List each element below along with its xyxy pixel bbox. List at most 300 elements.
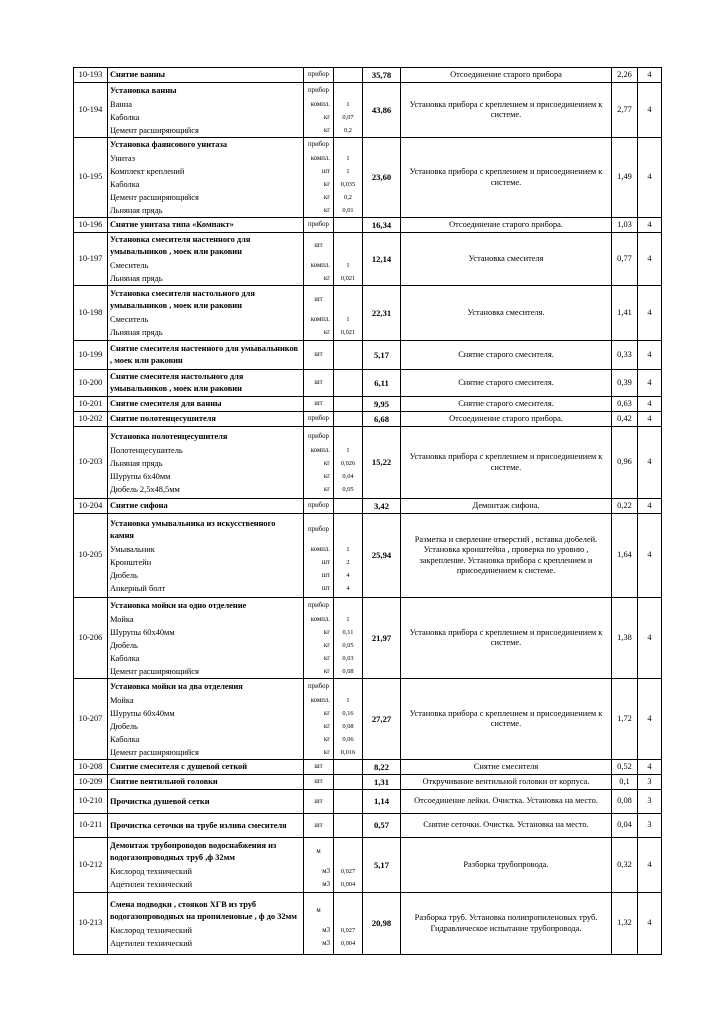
category: 4 [638, 233, 662, 286]
unit-cell [304, 68, 334, 83]
rate-code: 10-210 [74, 790, 108, 814]
unit: кг [323, 654, 330, 662]
unit: прибор [308, 141, 329, 148]
price: 12,14 [363, 233, 401, 286]
work-content: Откручивание вентильной головки от корпуса. [401, 775, 612, 790]
rate-code: 10-206 [74, 598, 108, 679]
coefficient: 1,32 [612, 893, 638, 955]
material-name: Дюбель [110, 640, 138, 650]
table-row [74, 514, 662, 598]
work-title: Снятие вентильной головки [110, 777, 218, 786]
coefficient: 0,32 [612, 838, 638, 893]
coefficient: 0,42 [612, 412, 638, 427]
unit-cell [304, 893, 334, 955]
price: 20,98 [363, 893, 401, 955]
work-title: Установка смесителя настольного для умывальников , моек или раковин [110, 289, 255, 310]
unit: шт [314, 351, 323, 358]
table-row [74, 760, 662, 775]
material-name: Цемент расширяющийся [110, 125, 199, 135]
category: 4 [638, 679, 662, 760]
category: 4 [638, 412, 662, 427]
unit: компл. [310, 262, 330, 269]
work-description-cell [108, 499, 304, 514]
category: 4 [638, 218, 662, 233]
coefficient: 1,41 [612, 286, 638, 341]
price: 5,17 [363, 838, 401, 893]
quantity [334, 517, 362, 543]
table-row [74, 679, 662, 760]
coefficient: 0,08 [612, 790, 638, 814]
coefficient: 1,38 [612, 598, 638, 679]
price: 0,57 [363, 814, 401, 838]
material-name: Кислород технический [110, 867, 192, 876]
coefficient: 2,26 [612, 68, 638, 83]
unit: кг [323, 207, 330, 214]
price: 43,86 [363, 83, 401, 138]
work-description-cell [108, 341, 304, 370]
table-row [74, 814, 662, 838]
material-name: Льняная прядь [110, 328, 163, 337]
unit: компл. [310, 615, 330, 623]
unit: компл. [310, 446, 330, 454]
rate-code: 10-204 [74, 499, 108, 514]
unit: м3 [322, 868, 330, 875]
unit: кг [323, 329, 330, 336]
unit-cell [304, 499, 334, 514]
category: 4 [638, 286, 662, 341]
quantity: 1 [346, 168, 350, 175]
work-content: Снятие сеточки. Очистка. Установка на место. [401, 814, 612, 838]
coefficient: 0,96 [612, 427, 638, 499]
quantity: 1 [346, 155, 350, 162]
unit: кг [323, 275, 330, 282]
unit: м3 [322, 939, 330, 947]
material-name: Цемент расширяющийся [110, 193, 199, 202]
quantity: 0,004 [340, 939, 356, 947]
category: 4 [638, 83, 662, 138]
quantity [334, 138, 362, 152]
unit: шт [321, 571, 330, 579]
rate-code: 10-207 [74, 679, 108, 760]
rate-code: 10-208 [74, 760, 108, 775]
material-name: Дюбель [110, 721, 138, 731]
work-content: Установка прибора с креплением и присоединением к системе. [401, 679, 612, 760]
unit: шт [314, 296, 323, 303]
work-content: Установка смесителя. [401, 286, 612, 341]
material-name: Льняная прядь [110, 458, 163, 468]
material-name: Кислород технический [110, 925, 192, 935]
quantity: 0,05 [342, 485, 354, 493]
work-description-cell [108, 893, 304, 955]
material-name: Льняная прядь [110, 274, 163, 283]
quantity [334, 760, 362, 774]
unit: прибор [308, 71, 329, 78]
unit: шт [314, 400, 323, 407]
table-row [74, 838, 662, 893]
coefficient: 0,77 [612, 233, 638, 286]
rate-code: 10-194 [74, 83, 108, 138]
unit: прибор [308, 432, 329, 440]
unit-cell [304, 341, 334, 370]
quantity: 0,021 [340, 275, 356, 282]
rate-code: 10-195 [74, 138, 108, 218]
unit: кг [323, 126, 330, 134]
quantity [334, 84, 362, 98]
rate-code: 10-212 [74, 838, 108, 893]
unit-cell [304, 412, 334, 427]
quantity-cell [334, 370, 363, 397]
material-name: Каболка [110, 112, 140, 122]
material-name: Льняная прядь [110, 206, 163, 215]
coefficient: 0,33 [612, 341, 638, 370]
unit: м [316, 848, 321, 855]
unit: кг [323, 709, 330, 717]
unit-cell [304, 138, 334, 218]
table-row [74, 286, 662, 341]
material-name: Цемент расширяющийся [110, 747, 199, 757]
work-description-cell [108, 370, 304, 397]
work-description-cell [108, 412, 304, 427]
work-content: Отсоединение лейки. Очистка. Установка на место. [401, 790, 612, 814]
unit: кг [323, 181, 330, 188]
quantity: 0,06 [342, 735, 354, 743]
work-content: Снятие смесителя [401, 760, 612, 775]
quantity-cell [334, 499, 363, 514]
rate-code: 10-213 [74, 893, 108, 955]
category: 4 [638, 68, 662, 83]
quantity: 0,16 [342, 709, 354, 717]
table-row [74, 218, 662, 233]
quantity [334, 599, 362, 613]
quantity [334, 430, 362, 444]
table-row [74, 83, 662, 138]
table-row [74, 499, 662, 514]
coefficient: 0,63 [612, 397, 638, 412]
quantity: 1 [346, 615, 350, 623]
price: 15,22 [363, 427, 401, 499]
quantity-cell [334, 514, 363, 598]
unit: кг [323, 722, 330, 730]
unit: прибор [308, 221, 329, 228]
quantity [334, 898, 362, 924]
work-title: Демонтаж трубопроводов водоснабжения из водогазопроводных труб ,ф 32мм [110, 841, 277, 862]
unit: кг [323, 472, 330, 480]
coefficient: 0,52 [612, 760, 638, 775]
work-content: Установка прибора с креплением и присоединением к системе. [401, 427, 612, 499]
quantity: 0,2 [344, 194, 352, 201]
quantity: 0,016 [340, 748, 356, 756]
unit: кг [323, 641, 330, 649]
category: 4 [638, 598, 662, 679]
quantity-cell [334, 83, 363, 138]
material-name: Кронштейн [110, 557, 152, 567]
quantity: 1 [346, 545, 350, 553]
unit: прибор [308, 601, 329, 609]
quantity-cell [334, 427, 363, 499]
quantity-cell [334, 775, 363, 790]
unit: компл. [310, 155, 330, 162]
unit: шт [314, 797, 323, 805]
material-name: Анкерный болт [110, 583, 166, 593]
price: 35,78 [363, 68, 401, 83]
work-description-cell [108, 814, 304, 838]
price: 21,97 [363, 598, 401, 679]
unit-cell [304, 218, 334, 233]
category: 4 [638, 838, 662, 893]
work-content: Установка смесителя [401, 233, 612, 286]
coefficient: 0,04 [612, 814, 638, 838]
price: 16,34 [363, 218, 401, 233]
work-description-cell [108, 68, 304, 83]
quantity: 1 [346, 262, 350, 269]
table-row [74, 427, 662, 499]
unit: прибор [308, 415, 329, 422]
quantity [334, 819, 362, 833]
quantity-cell [334, 598, 363, 679]
quantity: 0,11 [342, 628, 354, 636]
coefficient: 2,77 [612, 83, 638, 138]
material-name: Каболка [110, 734, 140, 744]
material-name: Шурупы 60х40мм [110, 708, 175, 718]
unit: кг [323, 735, 330, 743]
quantity-cell [334, 790, 363, 814]
unit-cell [304, 427, 334, 499]
rate-code: 10-201 [74, 397, 108, 412]
work-content: Разборка труб. Установка полипропиленовых труб. Гидравлическое испытание трубопровода. [401, 893, 612, 955]
unit: компл. [310, 100, 330, 108]
price: 3,42 [363, 499, 401, 514]
quantity-cell [334, 286, 363, 341]
material-name: Цемент расширяющийся [110, 666, 199, 676]
unit-cell [304, 286, 334, 341]
work-description-cell [108, 233, 304, 286]
coefficient: 0,22 [612, 499, 638, 514]
work-content: Разметка и сверление отверстий , вставка дюбелей. Установка кронштейна , проверка по уровню , закрепление. Установка прибора с креплением и присоединением к системе. [401, 514, 612, 598]
work-description-cell [108, 83, 304, 138]
rate-code: 10-205 [74, 514, 108, 598]
table-row [74, 68, 662, 83]
work-description-cell [108, 427, 304, 499]
quantity: 0,01 [342, 207, 354, 214]
quantity: 0,035 [340, 181, 356, 188]
work-description-cell [108, 775, 304, 790]
work-description-cell [108, 679, 304, 760]
unit: шт [314, 821, 323, 829]
price: 1,31 [363, 775, 401, 790]
rate-code: 10-198 [74, 286, 108, 341]
work-description-cell [108, 218, 304, 233]
category: 4 [638, 138, 662, 218]
price: 6,11 [363, 370, 401, 397]
material-name: Комплект креплений [110, 167, 185, 176]
work-content: Снятие старого смесителя. [401, 341, 612, 370]
quantity: 1 [346, 100, 350, 108]
rates-table [73, 67, 662, 955]
work-content: Снятие старого смесителя. [401, 397, 612, 412]
rate-code: 10-211 [74, 814, 108, 838]
rate-code: 10-202 [74, 412, 108, 427]
table-row [74, 893, 662, 955]
unit-cell [304, 397, 334, 412]
coefficient: 1,72 [612, 679, 638, 760]
work-title: Снятие смесителя с душевой сеткой [110, 762, 248, 771]
coefficient: 1,49 [612, 138, 638, 218]
work-description-cell [108, 397, 304, 412]
quantity: 0,04 [342, 472, 354, 480]
quantity: 1 [346, 446, 350, 454]
coefficient: 0,39 [612, 370, 638, 397]
quantity: 0,2 [344, 126, 352, 134]
work-content: Отсоединение старого прибора. [401, 412, 612, 427]
category: 4 [638, 397, 662, 412]
table-row [74, 790, 662, 814]
table-body [74, 68, 662, 955]
work-description-cell [108, 514, 304, 598]
work-title: Установка фаянсового унитаза [110, 140, 228, 149]
material-name: Шурупы 60х40мм [110, 627, 175, 637]
work-title: Установка мойки на одно отделение [110, 600, 247, 610]
material-name: Мойка [110, 695, 134, 705]
work-content: Установка прибора с креплением и присоединением к системе. [401, 83, 612, 138]
category: 4 [638, 499, 662, 514]
table-row [74, 341, 662, 370]
table-row [74, 233, 662, 286]
work-content: Установка прибора с креплением и присоединением к системе. [401, 598, 612, 679]
unit: прибор [308, 86, 329, 94]
unit: шт [314, 242, 323, 249]
work-content: Установка прибора с креплением и присоединением к системе. [401, 138, 612, 218]
category: 4 [638, 893, 662, 955]
unit-cell [304, 233, 334, 286]
quantity: 1 [346, 316, 350, 323]
quantity [334, 680, 362, 694]
unit-cell [304, 83, 334, 138]
quantity-cell [334, 814, 363, 838]
work-title: Установка полотенцесушителя [110, 431, 228, 441]
unit-cell [304, 760, 334, 775]
work-title: Снятие полотенцесушителя [110, 414, 216, 423]
quantity [334, 233, 362, 259]
quantity: 0,08 [342, 722, 354, 730]
quantity: 0,027 [340, 926, 356, 934]
coefficient: 0,1 [612, 775, 638, 790]
quantity [334, 795, 362, 809]
price: 8,22 [363, 760, 401, 775]
quantity: 0,021 [340, 329, 356, 336]
unit: кг [323, 459, 330, 467]
table-row [74, 598, 662, 679]
unit: кг [323, 194, 330, 201]
rate-code: 10-197 [74, 233, 108, 286]
category: 3 [638, 775, 662, 790]
work-content: Разборка трубопровода. [401, 838, 612, 893]
rate-code: 10-209 [74, 775, 108, 790]
unit: м3 [322, 926, 330, 934]
work-title: Смена подводки , стояков ХГВ из труб водогазопроводных на пропиленовые , ф до 32мм [110, 899, 297, 921]
material-name: Дюбель 2,5х48,5мм [110, 484, 180, 494]
quantity-cell [334, 68, 363, 83]
work-title: Установка смесителя настенного для умывальников , моек или раковин [110, 235, 251, 256]
quantity-cell [334, 679, 363, 760]
quantity-cell [334, 218, 363, 233]
unit: шт [314, 763, 323, 770]
quantity: 4 [346, 571, 350, 579]
work-description-cell [108, 286, 304, 341]
material-name: Каболка [110, 180, 140, 189]
rate-code: 10-200 [74, 370, 108, 397]
unit: шт [321, 584, 330, 592]
unit: кг [323, 485, 330, 493]
work-title: Установка мойки на два отделения [110, 681, 243, 691]
unit-cell [304, 790, 334, 814]
work-content: Отсоединение старого прибора [401, 68, 612, 83]
category: 3 [638, 790, 662, 814]
unit: прибор [308, 502, 329, 509]
quantity: 4 [346, 584, 350, 592]
quantity: 0,08 [342, 667, 354, 675]
unit: компл. [310, 545, 330, 553]
material-name: Смеситель [110, 315, 149, 324]
unit-cell [304, 679, 334, 760]
material-name: Полотенцесушитель [110, 445, 183, 455]
quantity-cell [334, 893, 363, 955]
unit-cell [304, 838, 334, 893]
unit: кг [323, 748, 330, 756]
work-description-cell [108, 138, 304, 218]
unit: компл. [310, 316, 330, 323]
material-name: Мойка [110, 614, 134, 624]
quantity-cell [334, 838, 363, 893]
work-description-cell [108, 598, 304, 679]
unit-cell [304, 814, 334, 838]
work-title: Снятие смесителя настольного для умывальников , моек или раковин [110, 372, 244, 393]
category: 4 [638, 514, 662, 598]
category: 4 [638, 341, 662, 370]
work-description-cell [108, 838, 304, 893]
table-row [74, 397, 662, 412]
quantity-cell [334, 138, 363, 218]
unit-cell [304, 598, 334, 679]
quantity: 1 [346, 696, 350, 704]
unit: кг [323, 113, 330, 121]
quantity: 0,026 [340, 459, 356, 467]
work-title: Снятие унитаза типа «Компакт» [110, 220, 234, 229]
unit: м3 [322, 881, 330, 888]
quantity: 0,07 [342, 113, 354, 121]
price: 22,31 [363, 286, 401, 341]
unit: шт [314, 778, 323, 785]
price: 9,95 [363, 397, 401, 412]
rate-code: 10-203 [74, 427, 108, 499]
quantity: 0,027 [340, 868, 356, 875]
category: 4 [638, 427, 662, 499]
rate-code: 10-199 [74, 341, 108, 370]
material-name: Ванна [110, 99, 132, 109]
work-content: Отсоединение старого прибора. [401, 218, 612, 233]
work-title: Снятие смесителя для ванны [110, 399, 222, 408]
category: 4 [638, 370, 662, 397]
unit-cell [304, 370, 334, 397]
material-name: Ацетилен технический [110, 938, 193, 948]
work-description-cell [108, 760, 304, 775]
category: 4 [638, 760, 662, 775]
work-title: Установка умывальника из искусственного камня [110, 518, 276, 540]
work-title: Снятие сифона [110, 501, 168, 510]
quantity [334, 412, 362, 426]
work-title: Снятие ванны [110, 70, 166, 79]
unit: шт [314, 379, 323, 386]
work-content: Демонтаж сифона. [401, 499, 612, 514]
